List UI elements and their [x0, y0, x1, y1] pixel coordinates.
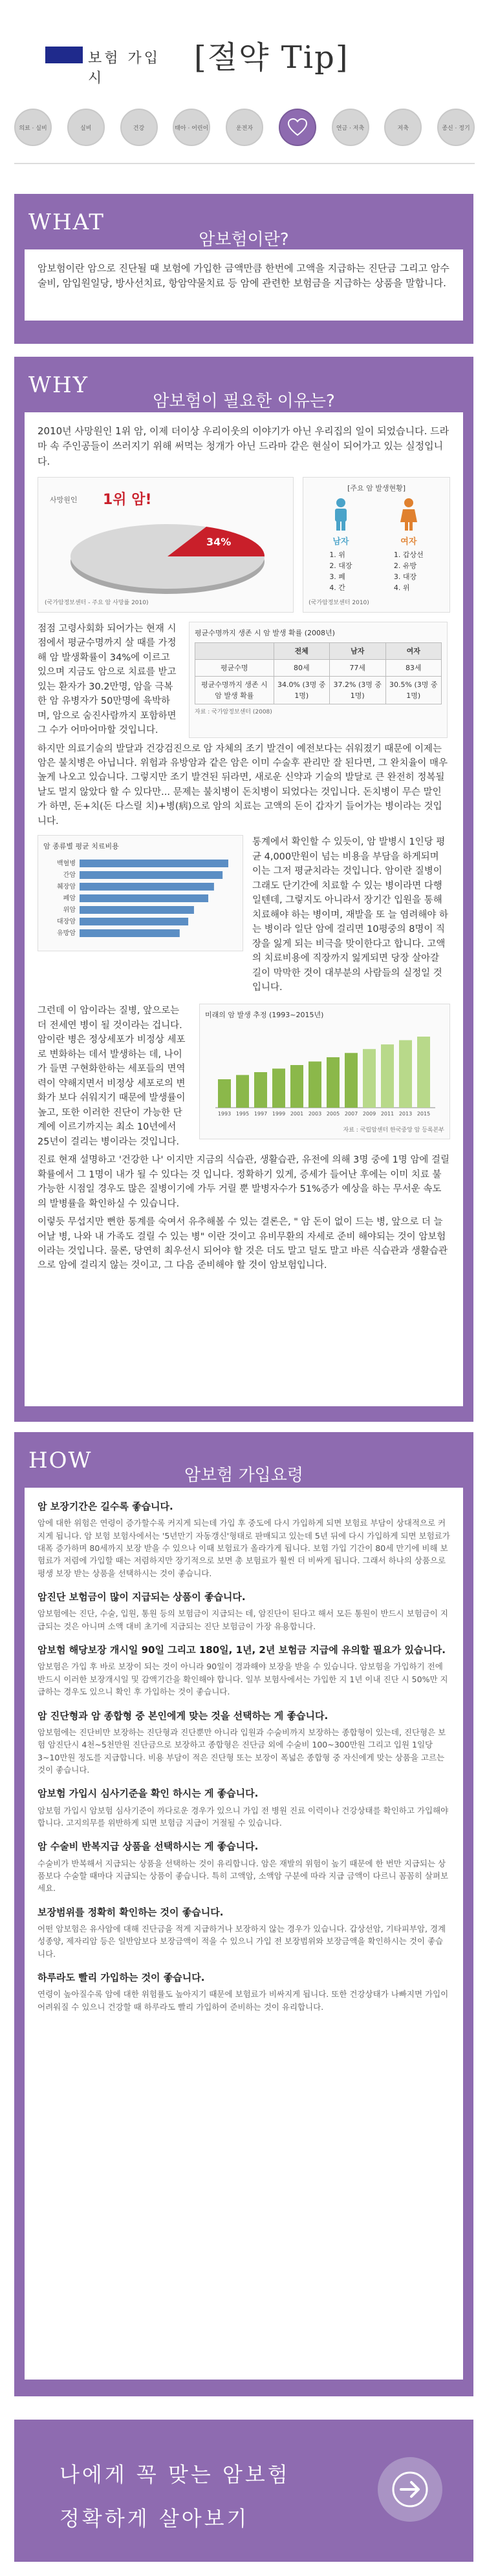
- cta-banner[interactable]: [14, 2420, 473, 2562]
- table-header: 여자: [385, 642, 442, 659]
- table-cell: 83세: [385, 659, 442, 676]
- cta-arrow-button[interactable]: [378, 2457, 442, 2522]
- incidence-year-label: 2009: [362, 1110, 376, 1117]
- cause-label: 사망원인: [50, 495, 78, 504]
- how-item-body: 암보험에는 진단, 수술, 입원, 통원 등의 보험금이 지급되는 데, 암진단이 된다고 해서 모든 통원이 반드시 보험금이 지급되는 것은 아니며 소액 대비 초기에 지급되는 진단 보험금이 가장 유용합니다.: [38, 1609, 448, 1631]
- incidence-bar: [290, 1065, 303, 1108]
- incidence-bar: [218, 1079, 231, 1108]
- why-para5: 진료 현재 설명하고 '건강한 나' 이지만 지금의 식습관, 생활습관, 유전에 의해 3명 중에 1명 암에 걸릴 확률에서 그 1명이 내가 될 수 있다는 것 입니다. 정확하기 있게, 증세가 들어난 후에는 이미 치료 불가능한 시점일 경우도 많은 질병이기에 가두 거릴 뿐 발병자수가 51%증가 예상을 하는 무서운 속도의 발병률을 확인하실 수 있습니다.: [38, 1155, 450, 1209]
- male-icon: [330, 498, 352, 531]
- why-para3: 통계에서 확인할 수 있듯이, 암 발병시 1인당 평균 4,000만원이 넘는 비용을 부담을 하게되며 이는 그저 평균치라는 것입니다. 암이란 질병이 그래도 단기간에 치료할 수 있는 병이라면 다행일텐데, 그렇지도 아니라서 장기간 입원을 통해 치료해야 하는 병이며, 재발을 또 늘 염려해야 하는 병이라 일단 암에 걸리면 10평중의 8명이 직장을 잃게 되는 비극을 맞이한다고 합니다. 고액의 치료비용에 직장까지 잃게되면 당장 살아갈 길이 막막한 것이 대부분의 사람들의 실정일 것입니다.: [252, 837, 449, 993]
- how-item-title: 암 진단형과 암 종합형 중 본인에게 맞는 것을 선택하는 게 좋습니다.: [38, 1709, 329, 1722]
- header: [0, 0, 487, 97]
- incidence-bar-chart: [205, 1024, 444, 1121]
- table-cell: 30.5% (3명 중 1명): [385, 676, 442, 704]
- incidence-bar: [417, 1037, 430, 1108]
- nav-item-savings[interactable]: [384, 109, 422, 146]
- how-item-body: 연령이 높아질수록 암에 대한 위험률도 높아지기 때문에 보험료가 비싸지게 됩니다. 또한 건강상태가 나빠지면 가입이 어려워질 수 있으니 건강할 때 하루라도 빨리 가입하여 준비하는 것이 유리합니다.: [38, 1989, 449, 2012]
- female-item: 4. 위: [393, 583, 410, 592]
- why-intro: 2010년 사망원인 1위 암, 이제 더이상 우리이웃의 이야기가 아닌 우리집의 일이 되었습니다. 드라마 속 주인공들이 쓰러지기 위해 써먹는 청개가 아닌 드라마 같은 현실이 되어가고 있는 실정입니다.: [38, 425, 449, 467]
- cost-chart-title: 암 종류별 평균 치료비용: [43, 842, 119, 851]
- female-label: 여자: [400, 537, 417, 547]
- line-chart-title: 미래의 암 발생 추정 (1993~2015년): [205, 1011, 324, 1020]
- male-item: 4. 간: [329, 583, 345, 592]
- row-para4: [38, 1004, 450, 1149]
- logo: [45, 43, 175, 87]
- how-item: [38, 1970, 450, 2013]
- table-row: [195, 676, 442, 704]
- incidence-year-label: 2011: [380, 1110, 395, 1117]
- nav-label: 저축: [397, 125, 409, 132]
- heart-icon: [288, 118, 307, 136]
- female-list: [394, 549, 424, 593]
- incidence-bar: [254, 1072, 267, 1108]
- table-row: [195, 659, 442, 676]
- nav-item-health[interactable]: [120, 109, 158, 146]
- nav-label: 태아 · 어린이: [175, 125, 209, 132]
- how-header: [14, 1432, 473, 1488]
- why-para1: 점점 고령사회화 되어가는 현재 시점에서 평균수명까지 살 때를 가정해 암 발생확률이 34%에 이르고 있으며 지금도 암으로 치료를 받고 있는 환자가 30.2만명, 암을 극복한 암 유병자가 50만명에 육박하며, 암으로 숨진사람까지 포함하면 그 수가 어마어마할 것입니다.: [38, 623, 177, 736]
- incidence-year-label: 2003: [308, 1110, 322, 1117]
- nav-item-medical[interactable]: [14, 109, 52, 146]
- cost-bar: [80, 894, 208, 902]
- table-cell: 77세: [330, 659, 385, 676]
- table-note: 자료 : 국가암정보센터 (2008): [195, 708, 272, 715]
- nav-divider: [14, 163, 475, 164]
- incidence-year-label: 1995: [235, 1110, 250, 1117]
- incidence-year-label: 1993: [217, 1110, 232, 1117]
- incidence-bar: [399, 1040, 412, 1108]
- incidence-year-label: 2005: [326, 1110, 340, 1117]
- row-para3: [38, 835, 450, 995]
- table-title: 평균수명까지 생존 시 암 발생 확률 (2008년): [195, 628, 335, 637]
- how-item-title: 암 수술비 반복지급 상품을 선택하시는 게 좋습니다.: [38, 1841, 259, 1853]
- male-item: 1. 위: [329, 550, 345, 559]
- why-label: WHY: [28, 372, 89, 398]
- how-item: [38, 1709, 450, 1777]
- ratio-title: [주요 암 발생현황]: [347, 483, 406, 492]
- table-cell: 37.2% (3명 중 1명): [330, 676, 385, 704]
- table-header: 전체: [274, 642, 329, 659]
- category-nav: [14, 109, 475, 155]
- male-column: [329, 498, 352, 593]
- nav-label: 실비: [80, 125, 92, 132]
- what-label: WHAT: [28, 209, 105, 235]
- pie-pct: 34%: [206, 535, 232, 548]
- cost-bar: [80, 883, 214, 891]
- how-item: [38, 1786, 450, 1829]
- incidence-bar: [327, 1057, 340, 1107]
- cost-category-label: 폐암: [63, 895, 76, 903]
- incidence-year-label: 2001: [290, 1110, 304, 1117]
- male-list: [329, 549, 352, 593]
- female-item: 1. 갑상선: [393, 550, 424, 559]
- incidence-year-label: 1997: [254, 1110, 268, 1117]
- table-cell: 34.0% (3명 중 1명): [274, 676, 329, 704]
- incidence-year-label: 2007: [344, 1110, 358, 1117]
- ratio-note: (국가암정보센터 2010): [308, 599, 369, 606]
- gender-row: [308, 498, 444, 593]
- pie-chart: [45, 510, 290, 607]
- table-header: 남자: [330, 642, 385, 659]
- cta-line2: 정확하게 살아보기: [60, 2506, 250, 2531]
- how-item: [38, 1905, 450, 1960]
- how-item: [38, 1590, 450, 1632]
- cost-bar: [80, 871, 222, 879]
- what-body: [25, 249, 463, 321]
- row-para1: [38, 622, 450, 738]
- cause-of-death-figure: [38, 477, 294, 613]
- incidence-year-label: 2015: [417, 1110, 431, 1117]
- incidence-bar: [381, 1044, 394, 1108]
- why-para6: 이렇듯 무섭지만 뻔한 통계를 숙여서 유추해볼 수 있는 결론은, " 암 돈이 없이 드는 병, 앞으로 더 늘어날 병, 나와 내 가족도 걸릴 수 있는 병" 이란 것이고 유비무환의 자세로 준비 해야되는 것이 암보험 이라는 것입니다. 물론, 당연히 최우선시 되어야 할 것은 더도 말고 덜도 말고 바른 식습관과 생활습관으로 암에 걸리지 않는 것이고, 그 다음 준비해야 할 것이 암보험입니다.: [38, 1217, 448, 1271]
- cost-category-label: 위암: [63, 907, 76, 914]
- nav-label: 운전자: [235, 125, 254, 132]
- why-para2: 하지만 의료기술의 발달과 건강검진으로 암 자체의 조기 발견이 예전보다는 쉬워졌기 때문에 이제는 암은 불치병은 아닙니다. 위험과 유방암과 같은 암은 이미 수술후 관리만 잘 된다면, 그 완치율이 매우 높게 나오고 있습니다. 그렇지만 조기 발견된 뒤라면, 새로운 신약과 기술의 발달로 큰 완전히 정복될 날도 멀지 않았다 할 수 있다만... 문제는 불치병이 돈치병이 되었다는 것입니다. 돈치병이 무슨 말인가 하면, 돈+치(돈 다스릴 치)+병(病)으로 암의 치료는 고액의 돈이 갑자기 들어가는 병이라는 것입니다.: [38, 743, 448, 827]
- male-item: 2. 대장: [329, 561, 352, 570]
- nav-label: 건강: [133, 125, 145, 132]
- cost-bar: [80, 929, 180, 937]
- male-item: 3. 폐: [329, 572, 345, 581]
- how-item: [38, 1499, 450, 1579]
- cost-category-label: 대장암: [57, 918, 76, 926]
- cost-bar: [80, 906, 194, 914]
- cost-category-label: 백혈병: [57, 860, 76, 868]
- rank-text: 1위 암!: [103, 491, 152, 508]
- table-header: [195, 642, 274, 659]
- logo-text: 보험 가입 시: [88, 50, 161, 87]
- cost-category-label: 유방암: [57, 930, 76, 938]
- how-item-title: 암 보장기간은 길수록 좋습니다.: [38, 1501, 173, 1512]
- how-item-body: 어떤 암보험은 유사암에 대해 진단금을 적게 지급하거나 보장하지 않는 경우가 있습니다. 갑상선암, 기타피부암, 경계성종양, 제자리암 등은 일반암보다 보장금액이 적을 수 있으니 가입 전 보장범위와 보장금액을 확인하시는 것이 좋습니다.: [38, 1923, 446, 1959]
- what-section: [14, 194, 473, 344]
- how-item: [38, 1839, 450, 1894]
- how-item-title: 암보험 가입시 심사기준을 확인 하시는 게 좋습니다.: [38, 1788, 259, 1800]
- arrow-right-icon: [392, 2471, 428, 2507]
- incidence-bar: [345, 1053, 358, 1108]
- major-cancer-figure: [303, 477, 450, 613]
- why-body: [25, 412, 463, 1406]
- future-incidence-chart: [199, 1004, 450, 1139]
- table-cell: 80세: [274, 659, 329, 676]
- nav-item-pension[interactable]: [332, 109, 369, 146]
- incidence-year-label: 2013: [398, 1110, 413, 1117]
- cost-bar-chart: [43, 854, 237, 945]
- nav-item-cancer[interactable]: [279, 109, 316, 146]
- how-title: 암보험 가입요령: [184, 1466, 304, 1485]
- treatment-cost-chart: [38, 835, 243, 951]
- why-section: [14, 357, 473, 1422]
- nav-item-driver[interactable]: [226, 109, 263, 146]
- female-item: 2. 유방: [393, 561, 417, 570]
- table-cell: 평균수명: [195, 659, 274, 676]
- how-body: [25, 1488, 463, 2380]
- why-header: [14, 357, 473, 412]
- how-item-title: 암진단 보험금이 많이 지급되는 상품이 좋습니다.: [38, 1591, 246, 1603]
- how-item-body: 암에 대한 위험은 연령이 증가할수록 커지게 되는데 가입 후 중도에 다시 가입하게 되면 보험료 부담이 상대적으로 커지게 됩니다. 암 보험 보험사에서는 '5년만기 자동갱신'형태로 판매되고 있는데 5년 뒤에 다시 가입하게 되면 보험료가 대폭 증가하며 80세까지 보장 받을 수 있으나 이때 보험료가 올라가게 됩니다. 보험 가입 기간이 80세 만기에 비해 보험료가 저렴에 가입할 때는 저렴하지만 장기적으로 보면 총 보험료가 훨씬 더 비싸게 됩니다. 그래서 하나의 상품으로 평생 보장 받는 상품을 선택하시는 것이 좋습니다.: [38, 1518, 450, 1578]
- figure-row-1: [38, 477, 450, 613]
- incidence-bar: [308, 1061, 321, 1108]
- incidence-bar: [236, 1075, 249, 1108]
- female-icon: [398, 498, 420, 531]
- probability-table: [189, 622, 448, 738]
- how-label: HOW: [28, 1448, 92, 1473]
- how-item-title: 하루라도 빨리 가입하는 것이 좋습니다.: [38, 1972, 205, 1983]
- nav-item-life[interactable]: [437, 109, 475, 146]
- cost-category-label: 췌장암: [57, 883, 76, 891]
- pie-note: (국가암정보센터 - 주요 암 사망률 2010): [45, 599, 149, 606]
- incidence-year-label: 1999: [272, 1110, 286, 1117]
- nav-item-child[interactable]: [173, 109, 210, 146]
- table-cell: 평균수명까지 생존 시 암 발생 확률: [195, 676, 274, 704]
- line-note: 자료 : 국립암센터 한국중앙 암 등록본부: [343, 1126, 444, 1134]
- female-item: 3. 대장: [393, 572, 417, 581]
- male-label: 남자: [332, 537, 349, 547]
- page-title: [절약 Tip]: [194, 39, 349, 76]
- how-item-body: 암보험은 가입 후 바로 보장이 되는 것이 아니라 90일이 경과해야 보장을 받을 수 있습니다. 암보험을 가입하기 전에 반드시 이러한 보장개시일 및 감액기간을 확인해야 합니다. 일부 보험사에서는 가입한 지 1년 이내 진단 시 50%만 지급하는 경우도 있으니 확인 후 가입하는 것이 좋습니다.: [38, 1662, 448, 1697]
- nav-label: 연금 · 저축: [336, 125, 365, 132]
- nav-label: 의료 · 실비: [19, 125, 47, 132]
- how-item: [38, 1643, 450, 1698]
- how-item-body: 암보험 가입시 암보험 심사기준이 까다로운 경우가 있으니 가입 전 병원 진료 이력이나 건강상태를 확인하고 가입해야 합니다. 고지의무를 위반하게 되면 보험금 지급이 거절될 수 있습니다.: [38, 1805, 449, 1828]
- female-column: [394, 498, 424, 593]
- incidence-bar: [363, 1049, 376, 1108]
- how-item-body: 수술비가 반복해서 지급되는 상품을 선택하는 것이 유리합니다. 암은 재발의 위험이 높기 때문에 한 번만 지급되는 상품보다 수술할 때마다 지급되는 상품이 좋습니다. 특히 고액암, 소액암 구분에 따라 지급 금액이 다르니 꼼꼼히 살펴보세요.: [38, 1858, 449, 1894]
- what-text: 암보험이란 암으로 진단될 때 보험에 가입한 금액만큼 한번에 고액을 지급하는 진단금 그리고 암수술비, 암입원일당, 방사선치료, 항암약물치료 등 암에 관련한 보험금을 지급하는 상품을 말합니다.: [38, 262, 449, 290]
- logo-mark: [45, 47, 83, 63]
- probability-grid: [195, 642, 442, 704]
- how-item-body: 암보험에는 진단비만 보장하는 진단형과 진단뿐만 아니라 입원과 수술비까지 보장하는 종합형이 있는데, 진단형은 보험 암진단시 4천~5천만원 진단금으로 보장하고 종합형은 진단금 외에 수술비 100~300만원 그리고 입원 1일당 3~10만원 정도를 지급합니다. 비용 부담이 적은 진단형 또는 보장이 폭넓은 종합형 중 자신에게 맞는 상품을 고르는 것이 좋습니다.: [38, 1727, 446, 1775]
- what-title: 암보험이란?: [199, 230, 289, 249]
- why-para4: 그런데 이 암이라는 질병, 앞으로는 더 전세연 병이 될 것이라는 겁니다. 암이란 병은 정상세포가 비정상 세포로 변화하는 데서 발생하는 데, 나이가 들면 구현화한하는 세포들의 면역력이 약해지면서 비정상 세포로의 변화가 보다 쉬워지기 때문에 발생률이 높고, 또한 이러한 진단이 가능한 단계에 이르기까지는 최소 10년에서 25년이 걸리는 병이라는 것입니다.: [38, 1006, 186, 1147]
- what-header: [14, 194, 473, 249]
- cost-bar: [80, 860, 228, 867]
- table-header-row: [195, 642, 442, 659]
- why-title: 암보험이 필요한 이유는?: [153, 392, 335, 411]
- how-item-title: 암보험 해당보장 개시일 90일 그리고 180일, 1년, 2년 보험금 지급에 유의할 필요가 있습니다.: [38, 1644, 446, 1656]
- cta-line1: 나에게 꼭 맞는 암보험: [60, 2462, 290, 2487]
- cost-bar: [80, 918, 188, 925]
- cost-category-label: 간암: [63, 872, 76, 880]
- nav-item-loss[interactable]: [67, 109, 105, 146]
- how-item-title: 보장범위를 정확히 확인하는 것이 좋습니다.: [38, 1906, 224, 1918]
- incidence-bar: [272, 1068, 285, 1108]
- nav-label: 종신 · 정기: [442, 125, 470, 132]
- how-section: [14, 1432, 473, 2396]
